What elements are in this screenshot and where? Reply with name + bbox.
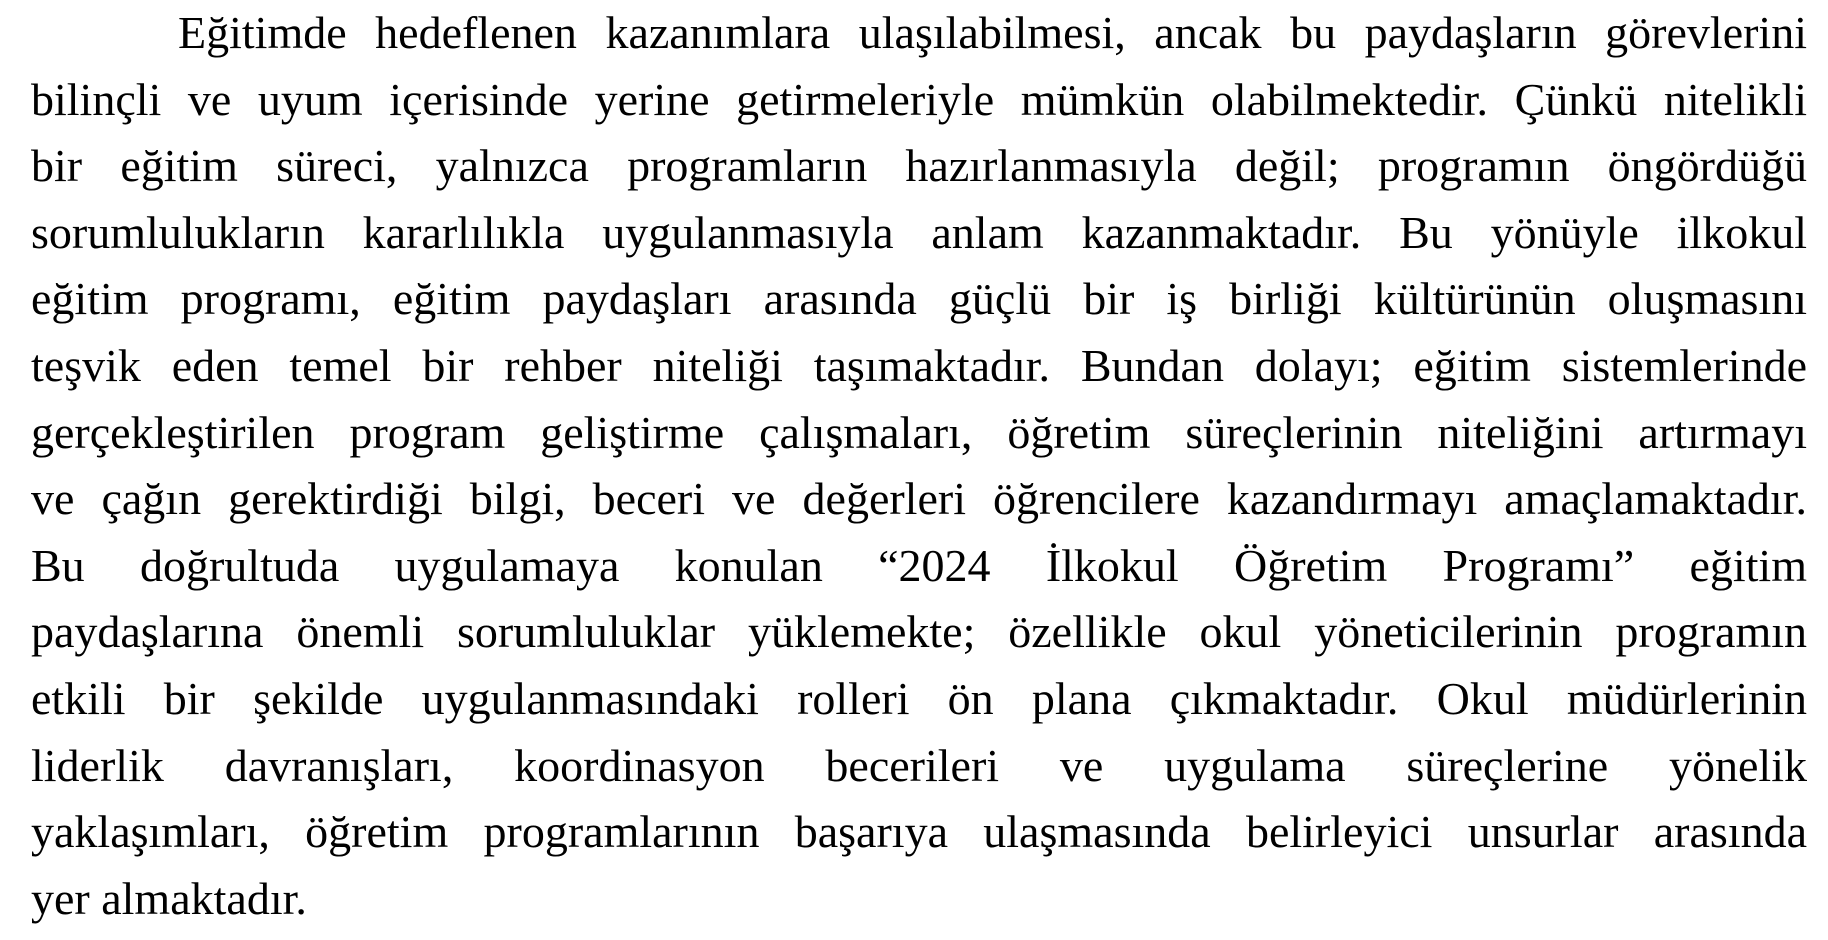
paragraph-line-7: gerçekleştirilen program geliştirme çalışmaları, öğretim süreçlerinin niteliğini artırmayı [31, 406, 1807, 458]
paragraph-line-10: paydaşlarına önemli sorumluluklar yüklemekte; özellikle okul yöneticilerinin programın [31, 606, 1807, 658]
paragraph-line-11: etkili bir şekilde uygulanmasındaki rolleri ön plana çıkmaktadır. Okul müdürlerinin [31, 672, 1807, 724]
paragraph-line-13: yaklaşımları, öğretim programlarının başarıya ulaşmasında belirleyici unsurlar arasında [31, 806, 1807, 858]
paragraph-line-8: ve çağın gerektirdiği bilgi, beceri ve değerleri öğrencilere kazandırmayı amaçlamaktadır. [31, 473, 1807, 525]
body-paragraph [31, 0, 1807, 932]
paragraph-line-5: eğitim programı, eğitim paydaşları arasında güçlü bir iş birliği kültürünün oluşmasını [31, 273, 1807, 325]
paragraph-line-4: sorumlulukların kararlılıkla uygulanmasıyla anlam kazanmaktadır. Bu yönüyle ilkokul [31, 206, 1807, 258]
paragraph-line-14: yer almaktadır. [31, 872, 307, 924]
paragraph-line-12: liderlik davranışları, koordinasyon becerileri ve uygulama süreçlerine yönelik [31, 739, 1807, 791]
paragraph-line-9: Bu doğrultuda uygulamaya konulan “2024 İlkokul Öğretim Programı” eğitim [31, 539, 1807, 591]
paragraph-line-3: bir eğitim süreci, yalnızca programların hazırlanmasıyla değil; programın öngördüğü [31, 140, 1807, 192]
paragraph-line-2: bilinçli ve uyum içerisinde yerine getirmeleriyle mümkün olabilmektedir. Çünkü nitelikli [31, 73, 1807, 125]
paragraph-line-6: teşvik eden temel bir rehber niteliği taşımaktadır. Bundan dolayı; eğitim sistemlerinde [31, 339, 1807, 391]
paragraph-line-1: Eğitimde hedeflenen kazanımlara ulaşılabilmesi, ancak bu paydaşların görevlerini [178, 7, 1807, 58]
